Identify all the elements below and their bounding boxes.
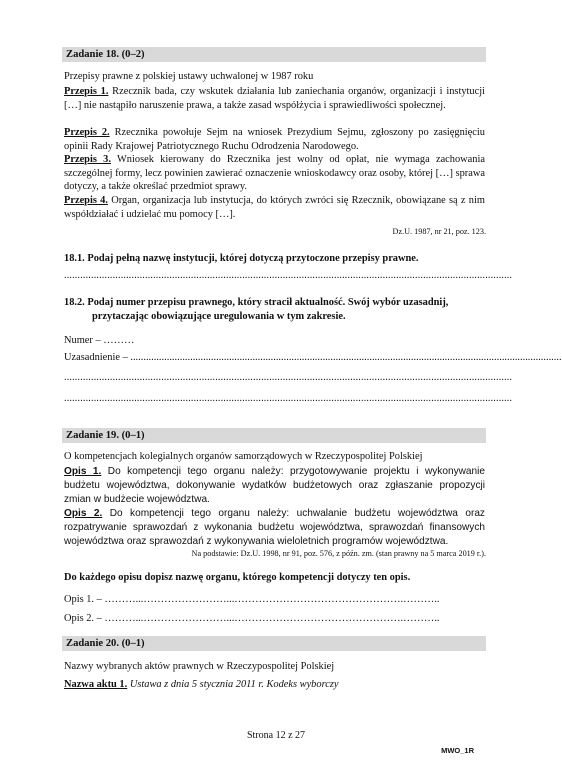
question-18-2-line2: przytaczając obowiązujące uregulowania w tym zakresie. — [92, 311, 346, 322]
question-18-1: 18.1. Podaj pełną nazwę instytucji, której dotyczą przytoczone przepisy prawne. — [64, 253, 419, 264]
provision-2 — [64, 126, 485, 153]
act-1 — [64, 678, 485, 692]
answer-line-18-1[interactable]: ...................................................................................................................................................................... — [64, 270, 513, 281]
provision-1-text: Rzecznik bada, czy wskutek działania lub zaniechania organów, organizacji i instytucji […] nie nastąpiło naruszenie prawa, a także zasad współżycia i sprawiedliwości społecznej. — [64, 86, 485, 111]
uzasadnienie-answer-field[interactable] — [64, 351, 562, 365]
page-number: Strona 12 z 27 — [246, 730, 306, 741]
opis-2-label: Opis 2. — [64, 508, 103, 519]
task-18-header: Zadanie 18. (0–2) — [62, 47, 486, 62]
task-20-header: Zadanie 20. (0–1) — [62, 636, 486, 651]
provision-1-label: Przepis 1. — [64, 86, 109, 97]
opis-1-label: Opis 1. — [64, 466, 102, 477]
task-18-source: Dz.U. 1987, nr 21, poz. 123. — [392, 227, 486, 236]
opis-2-text: Do kompetencji tego organu należy: uchwalanie budżetu województwa oraz rozpatrywanie sprawozdań z wykonania budżetu województwa, sprawozdań finansowych województwa oraz sprawozdań z wykonywania wieloletnich programów województwa. — [64, 508, 485, 547]
opis-1 — [64, 465, 485, 506]
task-20-intro: Nazwy wybranych aktów prawnych w Rzeczypospolitej Polskiej — [64, 661, 335, 672]
task-19-source: Na podstawie: Dz.U. 1998, nr 91, poz. 576, z późn. zm. (stan prawny na 5 marca 2019 r.). — [191, 549, 486, 558]
act-1-label: Nazwa aktu 1. — [64, 679, 128, 690]
question-19: Do każdego opisu dopisz nazwę organu, którego kompetencji dotyczy ten opis. — [64, 572, 411, 583]
answer-line-18-2b[interactable]: ...................................................................................................................................................................... — [64, 393, 513, 404]
provision-2-label: Przepis 2. — [64, 127, 110, 138]
opis-2 — [64, 507, 485, 548]
opis-1-text: Do kompetencji tego organu należy: przygotowywanie projektu i wykonywanie budżetu województwa, dokonywanie wydatków budżetowych oraz zgłaszanie propozycji zmian w budżecie województwa. — [64, 466, 485, 505]
numer-answer-field[interactable]: Numer – ……… — [64, 335, 135, 346]
provision-3-text: Wniosek kierowany do Rzecznika jest wolny od opłat, nie wymaga zachowania szczególnej formy, lecz powinien zawierać oznaczenie wnioskodawcy oraz osoby, której […] sprawa dotyczy, a także określać przedmiot sprawy. — [64, 154, 485, 193]
provision-3-label: Przepis 3. — [64, 154, 111, 165]
provision-1 — [64, 85, 485, 112]
exam-code: MWO_1R — [441, 746, 474, 755]
opis-1-answer-field[interactable]: Opis 1. – ………...……………………...………………………………………….……….. — [64, 594, 440, 605]
task-19-header: Zadanie 19. (0–1) — [62, 428, 486, 443]
act-1-text: Ustawa z dnia 5 stycznia 2011 r. Kodeks wyborczy — [129, 679, 339, 690]
question-18-2-line1: 18.2. Podaj numer przepisu prawnego, który stracił aktualność. Swój wybór uzasadnij, — [64, 297, 449, 308]
provision-4-label: Przepis 4. — [64, 195, 108, 206]
task-18-intro: Przepisy prawne z polskiej ustawy uchwalonej w 1987 roku — [64, 71, 314, 82]
provision-2-text: Rzecznika powołuje Sejm na wniosek Prezydium Sejmu, zgłoszony po zasięgnięciu opinii Rady Krajowej Patriotycznego Ruchu Odrodzenia Narodowego. — [64, 127, 485, 152]
provision-4-text: Organ, organizacja lub instytucja, do których zwróci się Rzecznik, obowiązane są z nim współdziałać i udzielać mu pomocy […]. — [64, 195, 485, 220]
opis-2-answer-field[interactable]: Opis 2. – ………...……………………...………………………………………….……….. — [64, 613, 440, 624]
task-19-intro: O kompetencjach kolegialnych organów samorządowych w Rzeczypospolitej Polskiej — [64, 451, 423, 462]
uzasadnienie-dots: ...................................................................................................................................................................... — [130, 352, 562, 363]
uzasadnienie-label: Uzasadnienie – — [64, 352, 131, 363]
provision-3 — [64, 153, 485, 194]
provision-4 — [64, 194, 485, 221]
answer-line-18-2a[interactable]: ...................................................................................................................................................................... — [64, 372, 513, 383]
